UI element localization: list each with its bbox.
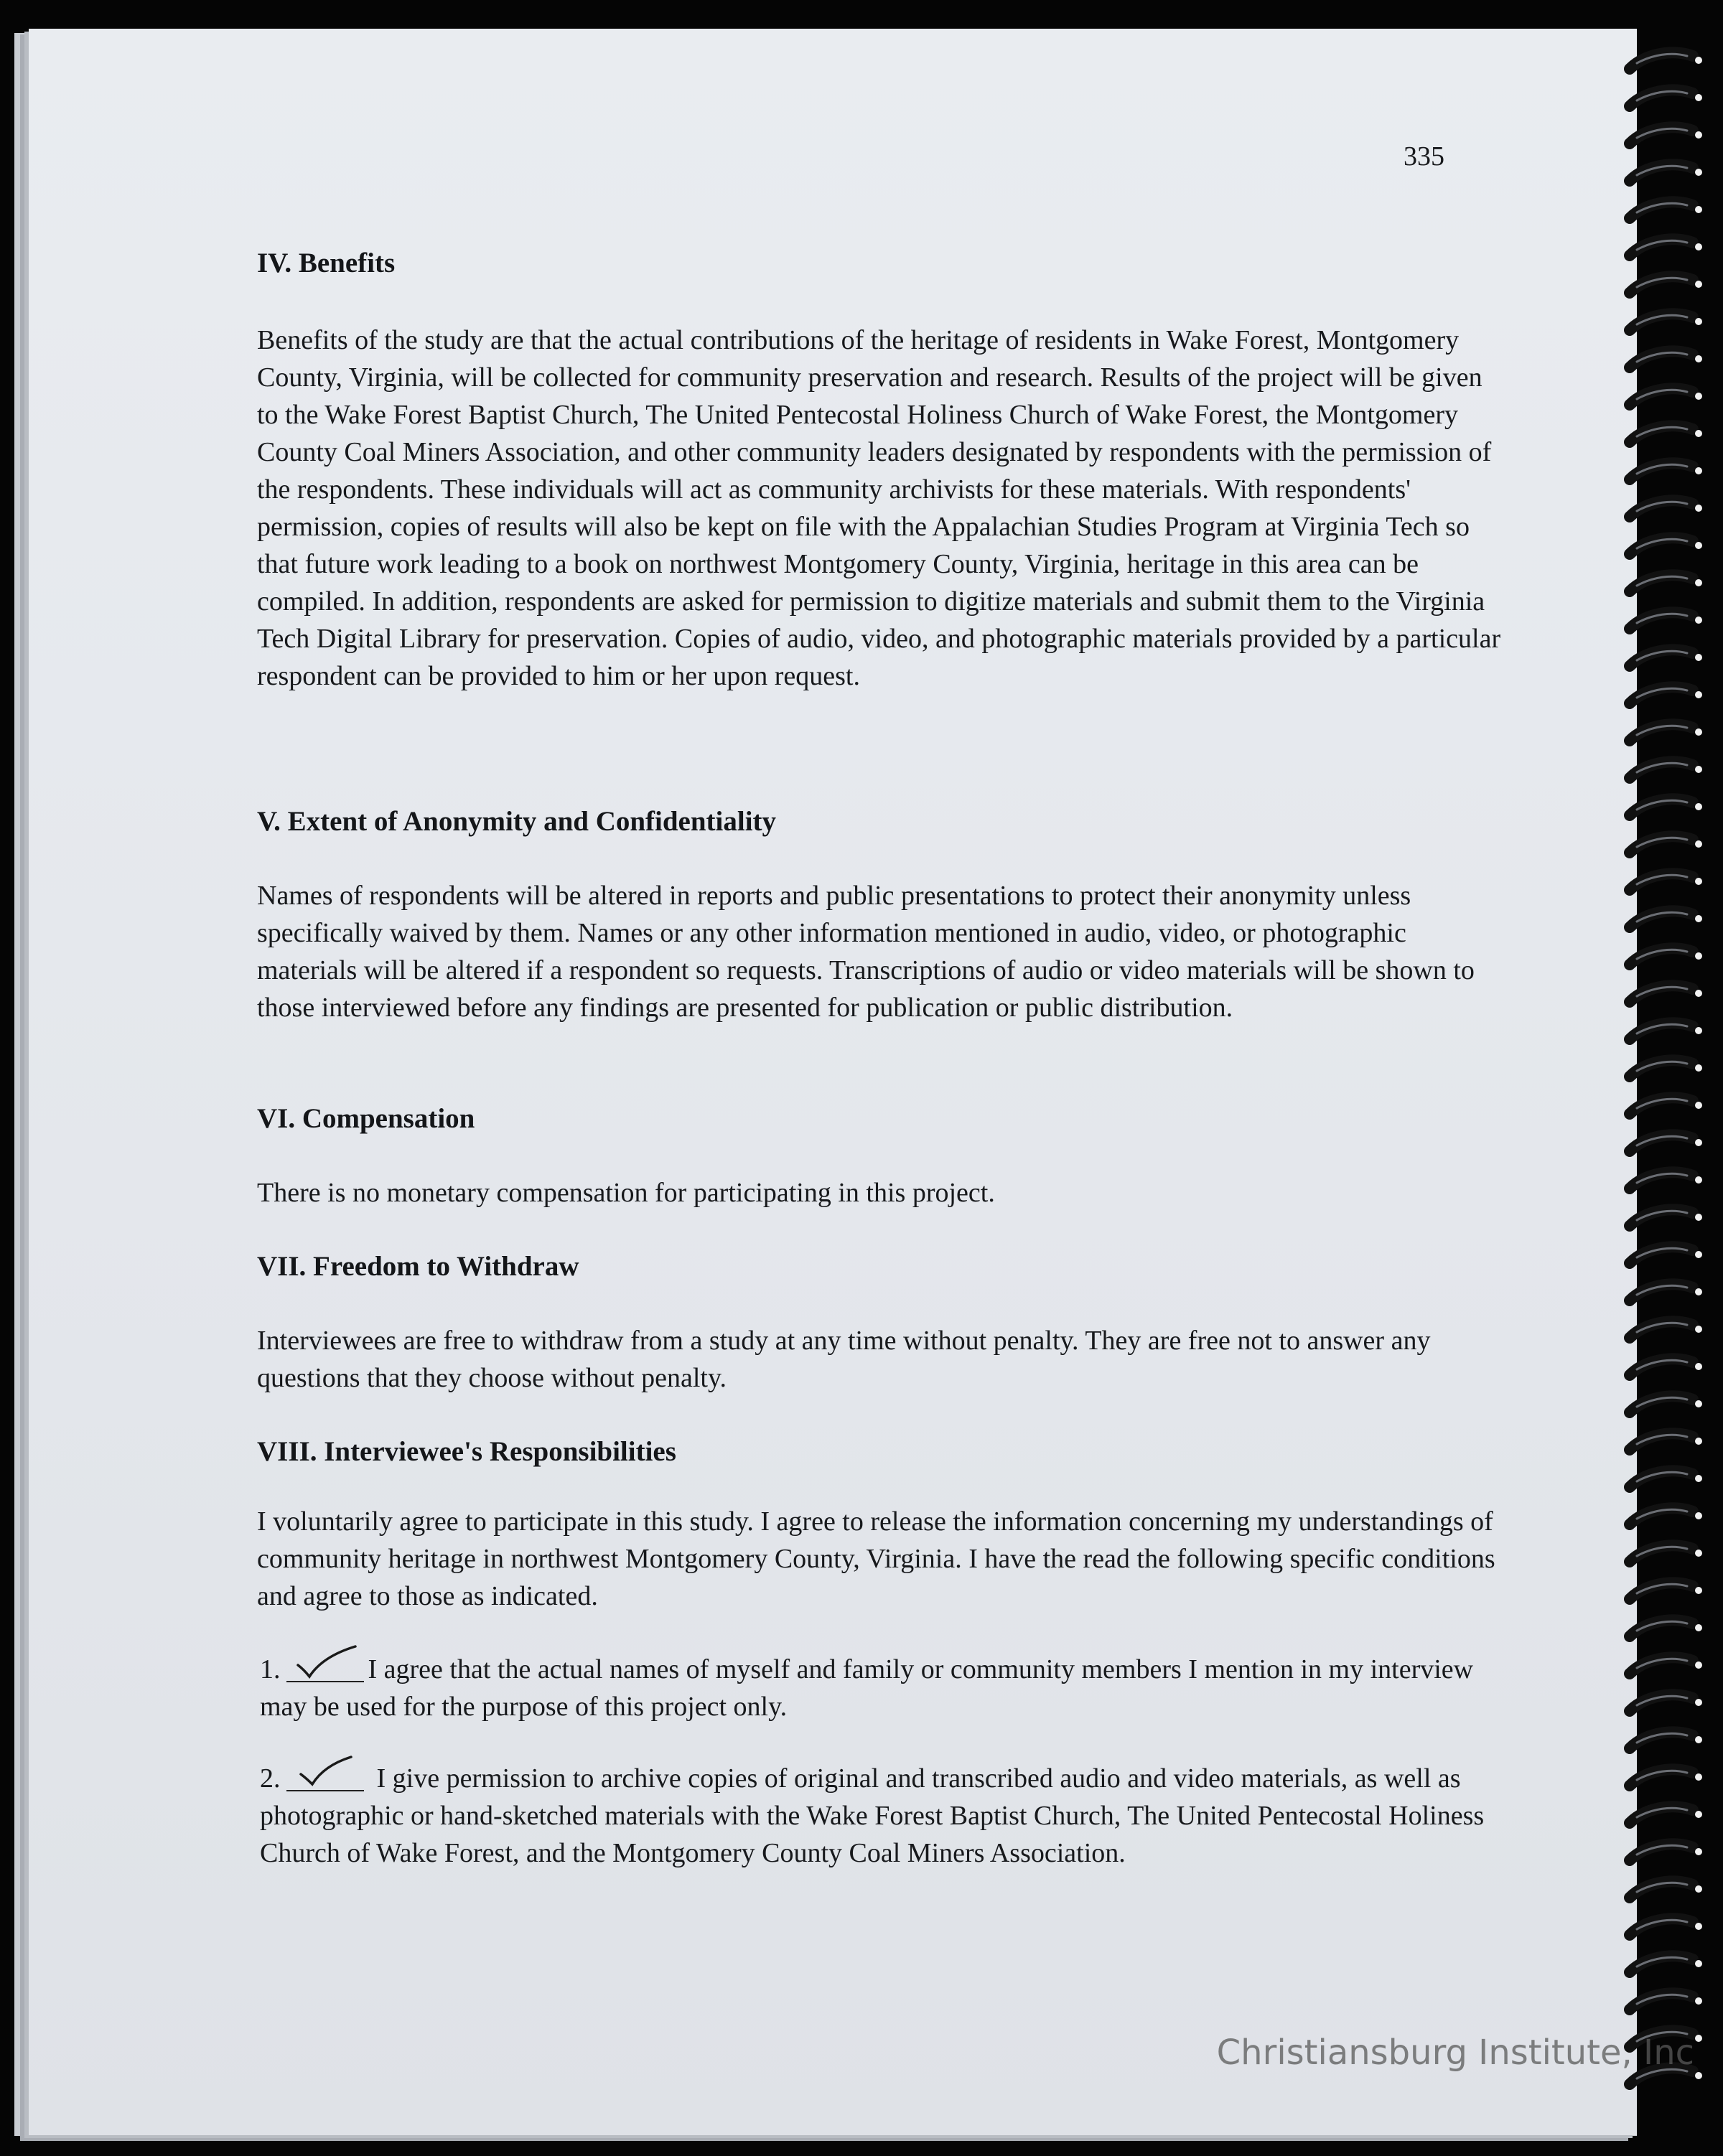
- binding-hole: [1695, 766, 1702, 773]
- section-heading-anonymity: V. Extent of Anonymity and Confidentiality: [257, 806, 777, 837]
- binding-hole: [1695, 1438, 1702, 1445]
- binding-hole: [1695, 1960, 1702, 1967]
- binding-hole: [1695, 803, 1702, 810]
- binding-hole: [1695, 1363, 1702, 1370]
- binding-hole: [1695, 840, 1702, 848]
- binding-hole: [1695, 1512, 1702, 1519]
- binding-hole: [1695, 691, 1702, 698]
- binding-hole: [1695, 1176, 1702, 1184]
- binding-hole: [1695, 952, 1702, 960]
- binding-hole: [1695, 1102, 1702, 1109]
- binding-hole: [1695, 1624, 1702, 1631]
- binding-hole: [1695, 467, 1702, 474]
- binding-hole: [1695, 1885, 1702, 1893]
- binding-hole: [1695, 131, 1702, 139]
- binding-hole: [1695, 1027, 1702, 1034]
- section-paragraph-withdraw: Interviewees are free to withdraw from a study at any time without penalty. They are free not to answer any questions that they choose without penalty.: [257, 1326, 1431, 1393]
- handwritten-check-icon: [295, 1753, 360, 1789]
- binding-hole: [1695, 1400, 1702, 1407]
- binding-hole: [1695, 1214, 1702, 1221]
- section-heading-withdraw: VII. Freedom to Withdraw: [257, 1251, 579, 1282]
- binding-hole: [1695, 206, 1702, 213]
- binding-hole: [1695, 2072, 1702, 2079]
- binding-hole: [1695, 1773, 1702, 1781]
- condition-checkbox-line: [286, 1652, 364, 1682]
- binding-hole: [1695, 1923, 1702, 1930]
- binding-hole: [1695, 318, 1702, 325]
- binding-hole: [1695, 1736, 1702, 1743]
- binding-hole: [1695, 393, 1702, 400]
- binding-hole: [1695, 430, 1702, 437]
- page-number: 335: [1404, 141, 1444, 172]
- section-paragraph-responsibilities: I voluntarily agree to participate in this study. I agree to release the information concerning my understandings of community heritage in northwest Montgomery County, Virginia. I have the read the following specific conditions and agree to those as indicated.: [257, 1506, 1495, 1611]
- binding-hole: [1695, 169, 1702, 176]
- section-heading-compensation: VI. Compensation: [257, 1103, 475, 1134]
- handwritten-check-icon: [295, 1644, 360, 1679]
- section-heading-responsibilities: VIII. Interviewee's Responsibilities: [257, 1436, 676, 1467]
- binding-hole: [1695, 1587, 1702, 1594]
- binding-hole: [1695, 1326, 1702, 1333]
- binding-hole: [1695, 94, 1702, 101]
- binding-hole: [1695, 1475, 1702, 1482]
- condition-number: 1.: [260, 1654, 281, 1684]
- binding-hole: [1695, 1699, 1702, 1706]
- binding-hole: [1695, 654, 1702, 661]
- binding-hole: [1695, 1811, 1702, 1818]
- binding-hole: [1695, 1661, 1702, 1669]
- binding-hole: [1695, 915, 1702, 922]
- condition-text: I give permission to archive copies of original and transcribed audio and video materials, as well as photographic or hand-sketched materials with the Wake Forest Baptist Church, The United Pentecostal Holiness Church of Wake Forest, and the Montgomery County Coal Miners Association.: [260, 1763, 1485, 1868]
- binding-hole: [1695, 1139, 1702, 1146]
- binding-hole: [1695, 579, 1702, 586]
- watermark: Christiansburg Institute, Inc: [1216, 2033, 1694, 2073]
- section-paragraph-benefits: Benefits of the study are that the actual contributions of the heritage of residents in Wake Forest, Montgomery County, Virginia, will be collected for community preservation and research. Results of the project will be given to the Wake Forest Baptist Church, The United Pentecostal Holiness Church of Wake Forest, the Montgomery County Coal Miners Association, and other community leaders designated by respondents with the permission of the respondents. These individuals will act as community archivists for these materials. With respondents' permission, copies of results will also be kept on file with the Appalachian Studies Program at Virginia Tech so that future work leading to a book on northwest Montgomery County, Virginia, heritage in this area can be compiled. In addition, respondents are asked for permission to digitize materials and submit them to the Virginia Tech Digital Library for preservation. Copies of audio, video, and photographic materials provided by a particular respondent can be provided to him or her upon request.: [257, 325, 1501, 691]
- binding-hole: [1695, 878, 1702, 885]
- binding-hole: [1695, 1997, 1702, 2005]
- section-paragraph-compensation: There is no monetary compensation for participating in this project.: [257, 1178, 995, 1208]
- binding-hole: [1695, 281, 1702, 288]
- binding-hole: [1695, 2035, 1702, 2042]
- binding-hole: [1695, 1251, 1702, 1258]
- binding-hole: [1695, 1550, 1702, 1557]
- condition-item: [260, 1760, 1509, 1872]
- binding-hole: [1695, 243, 1702, 250]
- condition-text: I agree that the actual names of myself and family or community members I mention in my interview may be used for the purpose of this project only.: [260, 1654, 1474, 1722]
- binding-hole: [1695, 355, 1702, 362]
- binding-hole: [1695, 728, 1702, 736]
- binding-hole: [1695, 57, 1702, 64]
- binding-hole: [1695, 505, 1702, 512]
- condition-item: [260, 1651, 1509, 1725]
- binding-hole: [1695, 617, 1702, 624]
- spiral-binding: [1624, 43, 1717, 2110]
- binding-hole: [1695, 1848, 1702, 1855]
- condition-number: 2.: [260, 1763, 281, 1794]
- section-heading-benefits: IV. Benefits: [257, 248, 396, 278]
- section-paragraph-anonymity: Names of respondents will be altered in reports and public presentations to protect their anonymity unless specifically waived by them. Names or any other information mentioned in audio, video, or photographic materials will be altered if a respondent so requests. Transcriptions of audio or video materials will be shown to those interviewed before any findings are presented for publication or public distribution.: [257, 881, 1475, 1023]
- binding-hole: [1695, 1064, 1702, 1072]
- condition-checkbox-line: [286, 1761, 364, 1791]
- binding-hole: [1695, 990, 1702, 997]
- binding-hole: [1695, 542, 1702, 549]
- binding-hole: [1695, 1288, 1702, 1295]
